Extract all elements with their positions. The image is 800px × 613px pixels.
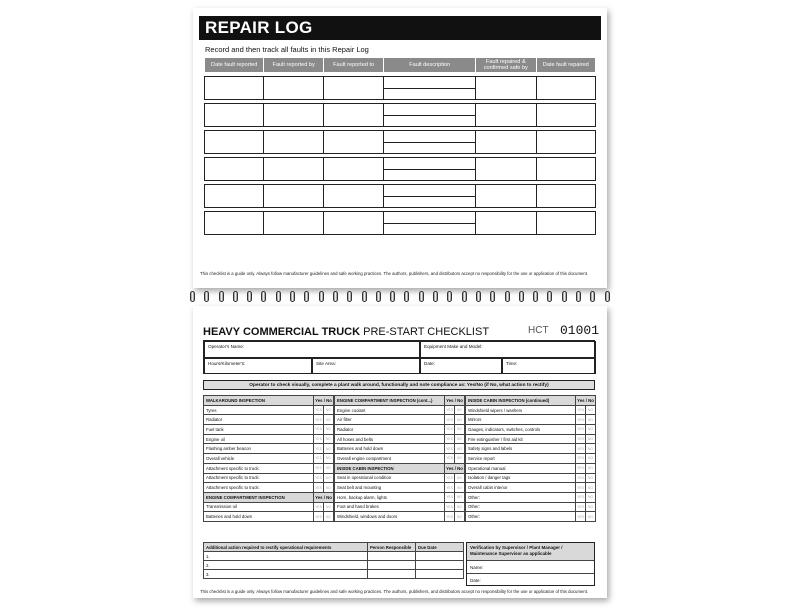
repair-log-cell[interactable] bbox=[205, 77, 264, 100]
cabin-continued-table bbox=[465, 395, 596, 522]
checklist-item-label: Other: bbox=[466, 512, 576, 522]
due-date-header: Due Date bbox=[416, 543, 464, 552]
checklist-item-label: Attachment specific to truck: bbox=[204, 473, 314, 483]
checklist-item-label: Overall engine compartment bbox=[335, 454, 445, 464]
checklist-item-row bbox=[204, 434, 334, 444]
action-cell[interactable] bbox=[416, 561, 464, 570]
yes-checkbox[interactable]: YES bbox=[314, 473, 324, 483]
yes-checkbox[interactable]: YES bbox=[314, 425, 324, 435]
column-header: Fault description bbox=[384, 58, 476, 73]
no-checkbox[interactable]: NO bbox=[586, 512, 596, 522]
checklist-number: 01001 bbox=[560, 323, 600, 338]
binding-ring bbox=[419, 291, 424, 302]
walkaround-table bbox=[203, 395, 334, 522]
fault-description-cell[interactable] bbox=[384, 212, 476, 235]
checklist-item-row bbox=[204, 463, 334, 473]
verification-header: Verification by Supervisor / Plant Manager / Maintenance Supervisor as applicable bbox=[467, 543, 594, 560]
repair-log-disclaimer: This checklist is a guide only. Always follow manufacturer guidelines and safe working practices. The authors, publishers, and distributors accept no responsibility for the use or application of this document. bbox=[200, 271, 589, 276]
repair-log-cell[interactable] bbox=[205, 212, 264, 235]
repair-log-cell[interactable] bbox=[205, 158, 264, 181]
column-header: Date fault reported bbox=[205, 58, 264, 73]
section-header-row bbox=[204, 492, 334, 502]
yes-checkbox[interactable]: YES bbox=[445, 454, 455, 464]
description-divider bbox=[384, 223, 475, 224]
repair-log-cell[interactable] bbox=[476, 212, 536, 235]
checklist-item-row bbox=[335, 444, 465, 454]
checklist-item-row bbox=[335, 502, 465, 512]
repair-log-cell[interactable] bbox=[323, 77, 383, 100]
checklist-item-row bbox=[466, 483, 596, 493]
no-checkbox[interactable]: NO bbox=[586, 434, 596, 444]
checklist-item-row bbox=[466, 492, 596, 502]
checklist-item-row bbox=[466, 502, 596, 512]
binding-ring bbox=[276, 291, 281, 302]
no-checkbox[interactable]: NO bbox=[455, 473, 465, 483]
no-checkbox[interactable]: NO bbox=[586, 502, 596, 512]
binding-ring bbox=[290, 291, 295, 302]
repair-log-cell[interactable] bbox=[264, 212, 323, 235]
column-header: Fault reported to bbox=[323, 58, 383, 73]
yes-checkbox[interactable]: YES bbox=[445, 483, 455, 493]
checklist-item-row bbox=[466, 425, 596, 435]
checklist-disclaimer: This checklist is a guide only. Always follow manufacturer guidelines and safe working practices. The authors, publishers, and distributors accept no responsibility for the use or application of this document. bbox=[200, 589, 589, 594]
no-checkbox[interactable]: NO bbox=[586, 444, 596, 454]
section-header-row bbox=[466, 396, 596, 406]
checklist-item-label: Radiator bbox=[335, 425, 445, 435]
checklist-item-label: Radiator bbox=[204, 415, 314, 425]
yes-no-header: Yes / No bbox=[445, 396, 465, 406]
operator-info-grid bbox=[203, 340, 595, 374]
binding-ring bbox=[233, 291, 238, 302]
binding-ring bbox=[447, 291, 452, 302]
time-field[interactable]: Time: bbox=[502, 358, 596, 374]
yes-checkbox[interactable]: YES bbox=[445, 425, 455, 435]
fault-description-cell[interactable] bbox=[384, 158, 476, 181]
repair-log-cell[interactable] bbox=[476, 185, 536, 208]
checklist-item-row bbox=[466, 434, 596, 444]
checklist-item-label: Gauges, indicators, switches, controls bbox=[466, 425, 576, 435]
checklist-item-row bbox=[204, 444, 334, 454]
no-checkbox[interactable]: NO bbox=[455, 492, 465, 502]
hours-field[interactable]: Hours/Kilometer's: bbox=[204, 358, 312, 374]
checklist-item-row bbox=[466, 454, 596, 464]
description-divider bbox=[384, 196, 475, 197]
repair-log-cell[interactable] bbox=[264, 77, 323, 100]
yes-checkbox[interactable]: YES bbox=[576, 454, 586, 464]
checklist-item-row bbox=[204, 502, 334, 512]
repair-log-cell[interactable] bbox=[205, 131, 264, 154]
action-table bbox=[203, 542, 464, 579]
action-row[interactable] bbox=[204, 561, 464, 570]
yes-checkbox[interactable]: YES bbox=[314, 405, 324, 415]
section-header-row bbox=[335, 396, 465, 406]
checklist-item-row bbox=[466, 415, 596, 425]
column-header: Fault repaired & confirmed safe by bbox=[476, 58, 536, 73]
verification-name-field[interactable]: Name: bbox=[467, 560, 594, 573]
yes-checkbox[interactable]: YES bbox=[576, 502, 586, 512]
checklist-item-label: Flashing amber beacon bbox=[204, 444, 314, 454]
no-checkbox[interactable]: NO bbox=[324, 405, 334, 415]
repair-log-row[interactable] bbox=[205, 158, 596, 181]
fault-description-cell[interactable] bbox=[384, 131, 476, 154]
checklist-item-label: Engine coolant bbox=[335, 405, 445, 415]
repair-log-cell[interactable] bbox=[323, 131, 383, 154]
checklist-item-row bbox=[204, 483, 334, 493]
column-header: Date fault repaired bbox=[536, 58, 595, 73]
date-field[interactable]: Date: bbox=[420, 358, 502, 374]
site-area-field[interactable]: Site Area: bbox=[312, 358, 420, 374]
binding-ring bbox=[319, 291, 324, 302]
checklist-item-label: Engine oil bbox=[204, 434, 314, 444]
action-row-number: 3. bbox=[204, 570, 368, 579]
no-checkbox[interactable]: NO bbox=[324, 415, 334, 425]
binding-ring bbox=[433, 291, 438, 302]
yes-checkbox[interactable]: YES bbox=[576, 415, 586, 425]
binding-ring bbox=[404, 291, 409, 302]
yes-checkbox[interactable]: YES bbox=[576, 483, 586, 493]
repair-log-cell[interactable] bbox=[536, 212, 595, 235]
binding-ring bbox=[476, 291, 481, 302]
no-checkbox[interactable]: NO bbox=[324, 502, 334, 512]
section-header: INSIDE CABIN INSPECTION bbox=[335, 463, 445, 473]
yes-checkbox[interactable]: YES bbox=[445, 492, 455, 502]
binding-ring bbox=[333, 291, 338, 302]
checklist-item-label: Safety signs and labels bbox=[466, 444, 576, 454]
yes-checkbox[interactable]: YES bbox=[314, 444, 324, 454]
checklist-item-label: Other: bbox=[466, 502, 576, 512]
repair-log-cell[interactable] bbox=[323, 185, 383, 208]
yes-checkbox[interactable]: YES bbox=[445, 434, 455, 444]
action-row-number: 2. bbox=[204, 561, 368, 570]
checklist-item-row bbox=[466, 463, 596, 473]
action-row[interactable] bbox=[204, 570, 464, 579]
section-header: ENGINE COMPARTMENT INSPECTION (cont...) bbox=[335, 396, 445, 406]
yes-checkbox[interactable]: YES bbox=[314, 454, 324, 464]
checklist-item-row bbox=[204, 473, 334, 483]
no-checkbox[interactable]: NO bbox=[586, 405, 596, 415]
instruction-banner: Operator to check visually, complete a plant walk around, functionally and note compliance as: Yes/No (if No, what action to rectify) bbox=[203, 380, 595, 390]
description-divider bbox=[384, 169, 475, 170]
section-header-row bbox=[335, 463, 465, 473]
engine-cabin-table bbox=[334, 395, 465, 522]
section-header: ENGINE COMPARTMENT INSPECTION bbox=[204, 492, 314, 502]
binding-ring bbox=[261, 291, 266, 302]
action-cell[interactable] bbox=[368, 561, 416, 570]
repair-log-cell[interactable] bbox=[323, 158, 383, 181]
checklist-item-row bbox=[335, 454, 465, 464]
repair-log-cell[interactable] bbox=[476, 158, 536, 181]
checklist-item-label: Overall cabin interior bbox=[466, 483, 576, 493]
repair-log-cell[interactable] bbox=[476, 77, 536, 100]
checklist-item-row bbox=[204, 415, 334, 425]
checklist-title bbox=[203, 326, 489, 338]
operator-name-field[interactable]: Operator's Name: bbox=[204, 341, 420, 358]
yes-checkbox[interactable]: YES bbox=[445, 473, 455, 483]
action-header: Additional action required to rectify operational requirements bbox=[204, 543, 368, 552]
checklist-item-row bbox=[466, 473, 596, 483]
verification-date-field[interactable]: Date: bbox=[467, 573, 594, 586]
checklist-item-label: Foot and hand brakes bbox=[335, 502, 445, 512]
binding-ring bbox=[347, 291, 352, 302]
yes-checkbox[interactable]: YES bbox=[445, 512, 455, 522]
checklist-item-label: Fuel tank bbox=[204, 425, 314, 435]
verification-box bbox=[466, 542, 595, 586]
binding-ring bbox=[533, 291, 538, 302]
repair-log-row[interactable] bbox=[205, 77, 596, 100]
checklist-item-label: Isolation / danger tags bbox=[466, 473, 576, 483]
repair-log-subtitle: Record and then track all faults in this Repair Log bbox=[205, 45, 369, 54]
checklist-item-row bbox=[335, 483, 465, 493]
no-checkbox[interactable]: NO bbox=[455, 405, 465, 415]
binding-ring bbox=[547, 291, 552, 302]
yes-checkbox[interactable]: YES bbox=[314, 415, 324, 425]
no-checkbox[interactable]: NO bbox=[455, 502, 465, 512]
yes-checkbox[interactable]: YES bbox=[576, 444, 586, 454]
checklist-item-label: Mirrors bbox=[466, 415, 576, 425]
binding-ring bbox=[390, 291, 395, 302]
checklist-item-label: Windshield, windows and doors bbox=[335, 512, 445, 522]
repair-log-title: REPAIR LOG bbox=[199, 16, 601, 40]
checklist-item-label: Batteries and hold down bbox=[204, 512, 314, 522]
binding-ring bbox=[490, 291, 495, 302]
column-header: Fault reported by bbox=[264, 58, 323, 73]
person-header: Person Responsible bbox=[368, 543, 416, 552]
action-cell[interactable] bbox=[416, 570, 464, 579]
section-header: INSIDE CABIN INSPECTION (continued) bbox=[466, 396, 576, 406]
yes-checkbox[interactable]: YES bbox=[445, 405, 455, 415]
binding-ring bbox=[190, 291, 195, 302]
yes-checkbox[interactable]: YES bbox=[314, 463, 324, 473]
checklist-item-row bbox=[335, 473, 465, 483]
checklist-item-label: Attachment specific to truck: bbox=[204, 463, 314, 473]
no-checkbox[interactable]: NO bbox=[455, 415, 465, 425]
no-checkbox[interactable]: NO bbox=[455, 434, 465, 444]
repair-log-cell[interactable] bbox=[264, 185, 323, 208]
yes-checkbox[interactable]: YES bbox=[576, 405, 586, 415]
fault-description-cell[interactable] bbox=[384, 77, 476, 100]
section-header: WALKAROUND INSPECTION bbox=[204, 396, 314, 406]
checklist-item-label: Batteries and hold down bbox=[335, 444, 445, 454]
yes-checkbox[interactable]: YES bbox=[445, 444, 455, 454]
checklist-item-label: Overall vehicle bbox=[204, 454, 314, 464]
no-checkbox[interactable]: NO bbox=[324, 463, 334, 473]
repair-log-cell[interactable] bbox=[476, 104, 536, 127]
binding-ring bbox=[219, 291, 224, 302]
checklist-item-row bbox=[204, 405, 334, 415]
repair-log-cell[interactable] bbox=[205, 185, 264, 208]
repair-log-cell[interactable] bbox=[264, 158, 323, 181]
yes-no-header: Yes / No bbox=[314, 492, 334, 502]
binding-ring bbox=[204, 291, 209, 302]
yes-checkbox[interactable]: YES bbox=[445, 502, 455, 512]
checklist-item-row bbox=[335, 405, 465, 415]
repair-log-header-row bbox=[205, 58, 596, 73]
checklist-item-label: Other: bbox=[466, 492, 576, 502]
fault-description-cell[interactable] bbox=[384, 185, 476, 208]
spiral-binding bbox=[190, 291, 610, 305]
binding-ring bbox=[362, 291, 367, 302]
repair-log-cell[interactable] bbox=[264, 131, 323, 154]
action-row-number: 1. bbox=[204, 552, 368, 561]
section-header-row bbox=[204, 396, 334, 406]
checklist-item-row bbox=[335, 425, 465, 435]
repair-log-cell[interactable] bbox=[476, 131, 536, 154]
repair-log-cell[interactable] bbox=[323, 104, 383, 127]
fault-description-cell[interactable] bbox=[384, 104, 476, 127]
yes-checkbox[interactable]: YES bbox=[576, 512, 586, 522]
no-checkbox[interactable]: NO bbox=[455, 512, 465, 522]
repair-log-cell[interactable] bbox=[536, 158, 595, 181]
yes-checkbox[interactable]: YES bbox=[314, 434, 324, 444]
description-divider bbox=[384, 115, 475, 116]
checklist-item-row bbox=[466, 444, 596, 454]
action-cell[interactable] bbox=[368, 570, 416, 579]
checklist-item-label: Air filter bbox=[335, 415, 445, 425]
no-checkbox[interactable]: NO bbox=[324, 434, 334, 444]
binding-ring bbox=[505, 291, 510, 302]
binding-ring bbox=[462, 291, 467, 302]
binding-ring bbox=[247, 291, 252, 302]
repair-log-sheet bbox=[193, 8, 607, 288]
binding-ring bbox=[304, 291, 309, 302]
no-checkbox[interactable]: NO bbox=[324, 512, 334, 522]
no-checkbox[interactable]: NO bbox=[586, 473, 596, 483]
checklist-item-row bbox=[204, 454, 334, 464]
checklist-item-label: Horn, backup alarm, lights bbox=[335, 492, 445, 502]
yes-no-header: Yes / No bbox=[576, 396, 596, 406]
no-checkbox[interactable]: NO bbox=[586, 463, 596, 473]
repair-log-row[interactable] bbox=[205, 104, 596, 127]
no-checkbox[interactable]: NO bbox=[586, 454, 596, 464]
no-checkbox[interactable]: NO bbox=[455, 483, 465, 493]
repair-log-cell[interactable] bbox=[536, 77, 595, 100]
checklist-item-label: Operational manual bbox=[466, 463, 576, 473]
yes-checkbox[interactable]: YES bbox=[576, 463, 586, 473]
binding-ring bbox=[605, 291, 610, 302]
yes-no-header: Yes / No bbox=[445, 463, 465, 473]
repair-log-row[interactable] bbox=[205, 131, 596, 154]
binding-ring bbox=[576, 291, 581, 302]
no-checkbox[interactable]: NO bbox=[455, 454, 465, 464]
checklist-item-row bbox=[204, 512, 334, 522]
checklist-sheet bbox=[193, 306, 607, 598]
checklist-item-row bbox=[204, 425, 334, 435]
no-checkbox[interactable]: NO bbox=[455, 444, 465, 454]
repair-log-cell[interactable] bbox=[536, 185, 595, 208]
binding-ring bbox=[376, 291, 381, 302]
checklist-item-row bbox=[466, 512, 596, 522]
checklist-item-label: All hoses and belts bbox=[335, 434, 445, 444]
checklist-item-row bbox=[466, 405, 596, 415]
checklist-item-label: Transmission oil bbox=[204, 502, 314, 512]
checklist-item-label: Fire extinguisher / first aid kit bbox=[466, 434, 576, 444]
yes-checkbox[interactable]: YES bbox=[314, 502, 324, 512]
checklist-item-label: Tyres bbox=[204, 405, 314, 415]
no-checkbox[interactable]: NO bbox=[586, 492, 596, 502]
checklist-item-label: Service report bbox=[466, 454, 576, 464]
repair-log-cell[interactable] bbox=[205, 104, 264, 127]
repair-log-cell[interactable] bbox=[264, 104, 323, 127]
action-cell[interactable] bbox=[416, 552, 464, 561]
description-divider bbox=[384, 142, 475, 143]
checklist-item-label: Windshield wipers / washers bbox=[466, 405, 576, 415]
checklist-item-label: Seat belt and mounting bbox=[335, 483, 445, 493]
yes-checkbox[interactable]: YES bbox=[314, 483, 324, 493]
checklist-title-light: PRE-START CHECKLIST bbox=[363, 326, 490, 338]
binding-ring bbox=[562, 291, 567, 302]
yes-checkbox[interactable]: YES bbox=[314, 512, 324, 522]
no-checkbox[interactable]: NO bbox=[455, 425, 465, 435]
action-cell[interactable] bbox=[368, 552, 416, 561]
no-checkbox[interactable]: NO bbox=[324, 425, 334, 435]
checklist-item-row bbox=[335, 492, 465, 502]
no-checkbox[interactable]: NO bbox=[324, 444, 334, 454]
repair-log-cell[interactable] bbox=[536, 104, 595, 127]
checklist-item-row bbox=[335, 434, 465, 444]
repair-log-cell[interactable] bbox=[323, 212, 383, 235]
action-row[interactable] bbox=[204, 552, 464, 561]
yes-checkbox[interactable]: YES bbox=[445, 415, 455, 425]
repair-log-row[interactable] bbox=[205, 212, 596, 235]
action-header-row bbox=[204, 543, 464, 552]
yes-checkbox[interactable]: YES bbox=[576, 434, 586, 444]
no-checkbox[interactable]: NO bbox=[324, 473, 334, 483]
yes-no-header: Yes / No bbox=[314, 396, 334, 406]
no-checkbox[interactable]: NO bbox=[586, 483, 596, 493]
checklist-title-bold: HEAVY COMMERCIAL TRUCK bbox=[203, 326, 361, 338]
checklist-item-label: Attachment specific to truck: bbox=[204, 483, 314, 493]
yes-checkbox[interactable]: YES bbox=[576, 473, 586, 483]
checklist-item-row bbox=[335, 512, 465, 522]
repair-log-cell[interactable] bbox=[536, 131, 595, 154]
no-checkbox[interactable]: NO bbox=[586, 415, 596, 425]
checklist-item-row bbox=[335, 415, 465, 425]
yes-checkbox[interactable]: YES bbox=[576, 425, 586, 435]
yes-checkbox[interactable]: YES bbox=[576, 492, 586, 502]
no-checkbox[interactable]: NO bbox=[324, 454, 334, 464]
no-checkbox[interactable]: NO bbox=[586, 425, 596, 435]
repair-log-row[interactable] bbox=[205, 185, 596, 208]
description-divider bbox=[384, 88, 475, 89]
repair-log-table bbox=[204, 57, 596, 235]
binding-ring bbox=[519, 291, 524, 302]
checklist-item-label: Seat in operational condition bbox=[335, 473, 445, 483]
checklist-code: HCT bbox=[528, 325, 549, 336]
no-checkbox[interactable]: NO bbox=[324, 483, 334, 493]
binding-ring bbox=[590, 291, 595, 302]
equipment-field[interactable]: Equipment Make and Model: bbox=[420, 341, 596, 358]
